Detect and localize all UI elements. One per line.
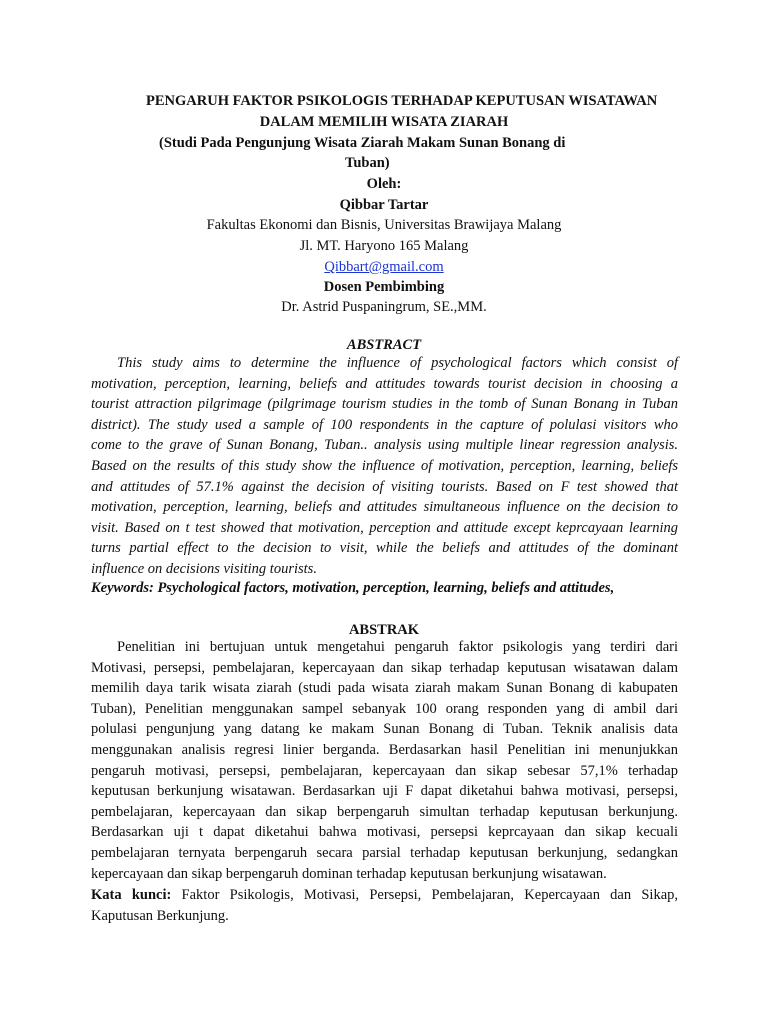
abstract-line: motivation, perception, learning, beliefs and attitudes simultaneous influence on the decision to — [91, 499, 678, 516]
by-label: Oleh: — [366, 176, 402, 192]
abstrak-line: pembelajaran ternyata berpengaruh secara parsial terhadap keputusan berkunjung, sedangkan — [91, 844, 678, 861]
email-row — [0, 258, 768, 276]
abstract-body — [91, 353, 678, 580]
abstrak-line: menggunakan analisis regresi linier berganda. Berdasarkan hasil Penelitian ini menunjukkan — [91, 741, 678, 758]
abstrak-body — [91, 637, 678, 884]
keywords: Keywords: Psychological factors, motivation, perception, learning, beliefs and attitudes, — [91, 580, 615, 596]
abstract-line: and attitudes of 57.1% against the decision of visiting tourists. Based on F test showed that — [91, 478, 678, 495]
subtitle-line-1: (Studi Pada Pengunjung Wisata Ziarah Makam Sunan Bonang di — [159, 135, 566, 151]
abstrak-line: pembelajaran, kepercayaan dan sikap berpengaruh simultan terhadap keputusan berkunjung. — [91, 803, 678, 820]
kata-kunci — [91, 885, 678, 926]
kata-kunci-label: Kata kunci: — [91, 887, 172, 903]
author-name: Qibbar Tartar — [339, 197, 429, 213]
abstrak-line: polulasi pengunjung yang datang ke makam Sunan Bonang di Tuban. Teknik analisis data — [91, 721, 678, 738]
supervisor-name: Dr. Astrid Puspaningrum, SE.,MM. — [281, 299, 487, 315]
abstract-line: visit. Based on t test showed that motivation, perception and attitude except keprcayaan learning — [91, 519, 678, 536]
abstract-line: motivation, perception, learning, beliefs and attitudes towards tourist decision in choosing a — [91, 375, 678, 392]
kata-kunci-line-2: Kaputusan Berkunjung. — [91, 907, 229, 924]
abstract-line: influence on decisions visiting tourists. — [91, 560, 317, 577]
affiliation: Fakultas Ekonomi dan Bisnis, Universitas Brawijaya Malang — [206, 217, 562, 233]
title-line-2: DALAM MEMILIH WISATA ZIARAH — [259, 114, 509, 130]
kata-kunci-text: Faktor Psikologis, Motivasi, Persepsi, Pembelajaran, Kepercayaan dan Sikap, — [171, 887, 679, 903]
title-line-1: PENGARUH FAKTOR PSIKOLOGIS TERHADAP KEPUTUSAN WISATAWAN — [146, 93, 658, 109]
abstrak-heading: ABSTRAK — [348, 622, 420, 638]
abstrak-line: pengaruh motivasi, persepsi, pembelajaran, kepercayaan dan sikap sebesar 57,1% terhadap — [91, 762, 678, 779]
subtitle-line-2: Tuban) — [345, 155, 390, 171]
abstrak-line: Berdasarkan uji t dapat diketahui bahwa motivasi, persepsi keprcayaan dan sikap kecuali — [91, 824, 678, 841]
abstract-line: tourist attraction pilgrimage (pilgrimage tourism studies in the tomb of Sunan Bonang in Tuban — [91, 396, 678, 413]
abstract-line: turns partial effect to the decision to visit, while the beliefs and attitudes of the dominant — [91, 540, 678, 557]
address: Jl. MT. Haryono 165 Malang — [299, 238, 469, 254]
abstract-line: district). The study used a sample of 100 respondents in the capture of polulasi visitors who — [91, 416, 678, 433]
abstrak-line: Penelitian ini bertujuan untuk mengetahui pengaruh faktor psikologis yang terdiri dari — [117, 639, 678, 655]
abstrak-line: kepercayaan dan sikap berpengaruh dominan terhadap keputusan berkunjung wisatawan. — [91, 865, 607, 882]
abstrak-line: keputusan berkunjung wisatawan. Berdasarkan uji F dapat diketahui bahwa motivasi, persepsi, — [91, 783, 678, 800]
abstract-line: This study aims to determine the influence of psychological factors which consist of — [117, 355, 678, 371]
abstract-line: Based on the results of this study show the influence of motivation, perception, learning, beliefs — [91, 457, 678, 474]
abstrak-line: memilih daya tarik wisata ziarah (studi pada wisata ziarah makam Sunan Bonang di kabupaten — [91, 680, 678, 697]
abstrak-line: Motivasi, persepsi, pembelajaran, kepercayaan dan sikap terhadap keputusan wisatawan dalam — [91, 659, 678, 676]
email-link[interactable]: Qibbart@gmail.com — [324, 259, 444, 275]
abstrak-line: Tuban), Penelitian menggunakan sampel sebanyak 100 orang responden yang di ambil dari — [91, 700, 678, 717]
kata-kunci-line — [91, 885, 678, 906]
abstract-line: come to the grave of Sunan Bonang, Tuban.. analysis using multiple linear regression analysis. — [91, 437, 678, 454]
supervisor-label: Dosen Pembimbing — [323, 279, 445, 295]
abstract-heading: ABSTRACT — [346, 337, 422, 353]
